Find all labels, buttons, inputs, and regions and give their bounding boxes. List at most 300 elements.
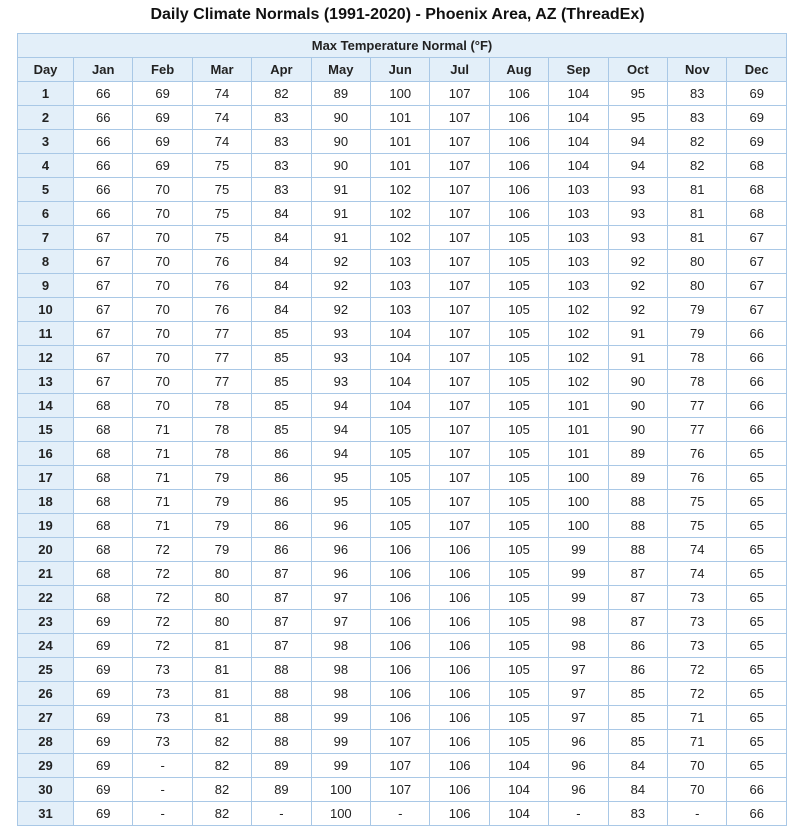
temperature-cell: 88 — [608, 538, 667, 562]
temperature-cell: 70 — [133, 394, 192, 418]
temperature-cell: 93 — [311, 322, 370, 346]
table-row — [18, 658, 787, 682]
temperature-cell: 89 — [608, 466, 667, 490]
temperature-cell: 70 — [133, 298, 192, 322]
temperature-cell: 96 — [549, 730, 608, 754]
column-header: Feb — [133, 58, 192, 82]
day-cell: 13 — [18, 370, 74, 394]
temperature-cell: 102 — [549, 346, 608, 370]
day-cell: 4 — [18, 154, 74, 178]
table-row — [18, 586, 787, 610]
temperature-cell: 70 — [668, 754, 727, 778]
temperature-cell: 104 — [489, 778, 548, 802]
temperature-cell: 75 — [192, 202, 251, 226]
table-row — [18, 250, 787, 274]
table-row — [18, 226, 787, 250]
temperature-cell: 66 — [74, 154, 133, 178]
temperature-cell: 106 — [371, 706, 430, 730]
temperature-cell: 106 — [371, 634, 430, 658]
temperature-cell: 81 — [192, 682, 251, 706]
temperature-cell: 72 — [133, 538, 192, 562]
temperature-cell: 92 — [608, 250, 667, 274]
temperature-cell: 74 — [192, 82, 251, 106]
day-cell: 5 — [18, 178, 74, 202]
table-row — [18, 466, 787, 490]
temperature-cell: 104 — [549, 82, 608, 106]
temperature-cell: 71 — [133, 514, 192, 538]
temperature-cell: 76 — [668, 442, 727, 466]
climate-normals-table — [17, 33, 787, 826]
temperature-cell: 69 — [74, 682, 133, 706]
temperature-cell: 79 — [192, 490, 251, 514]
table-row — [18, 394, 787, 418]
temperature-cell: 107 — [371, 778, 430, 802]
temperature-cell: 84 — [608, 754, 667, 778]
table-row — [18, 82, 787, 106]
temperature-cell: 70 — [133, 274, 192, 298]
temperature-cell: 69 — [727, 106, 787, 130]
temperature-cell: 73 — [668, 610, 727, 634]
temperature-cell: 67 — [74, 226, 133, 250]
temperature-cell: 101 — [549, 394, 608, 418]
temperature-cell: 91 — [311, 202, 370, 226]
temperature-cell: 79 — [192, 466, 251, 490]
temperature-cell: 81 — [192, 706, 251, 730]
temperature-cell: 84 — [608, 778, 667, 802]
temperature-cell: 79 — [192, 538, 251, 562]
temperature-cell: 67 — [727, 250, 787, 274]
temperature-cell: 71 — [668, 706, 727, 730]
temperature-cell: 82 — [252, 82, 311, 106]
temperature-cell: 68 — [74, 562, 133, 586]
temperature-cell: 70 — [133, 250, 192, 274]
column-header: Nov — [668, 58, 727, 82]
temperature-cell: 105 — [489, 370, 548, 394]
temperature-cell: 75 — [192, 178, 251, 202]
temperature-cell: 99 — [311, 754, 370, 778]
temperature-cell: 78 — [192, 418, 251, 442]
temperature-cell: 104 — [549, 154, 608, 178]
temperature-cell: 81 — [192, 634, 251, 658]
temperature-cell: 95 — [608, 82, 667, 106]
table-row — [18, 706, 787, 730]
temperature-cell: 100 — [549, 466, 608, 490]
temperature-cell: 69 — [74, 778, 133, 802]
temperature-cell: 104 — [549, 106, 608, 130]
temperature-cell: 97 — [549, 706, 608, 730]
temperature-cell: 67 — [74, 346, 133, 370]
temperature-cell: 71 — [133, 490, 192, 514]
temperature-cell: 67 — [727, 274, 787, 298]
temperature-cell: 70 — [668, 778, 727, 802]
temperature-cell: 93 — [311, 370, 370, 394]
temperature-cell: 67 — [727, 298, 787, 322]
temperature-cell: 106 — [371, 538, 430, 562]
temperature-cell: 103 — [371, 250, 430, 274]
temperature-cell: 105 — [489, 418, 548, 442]
temperature-cell: 65 — [727, 634, 787, 658]
temperature-cell: 69 — [133, 82, 192, 106]
column-header: Dec — [727, 58, 787, 82]
temperature-cell: 78 — [192, 394, 251, 418]
table-row — [18, 634, 787, 658]
temperature-cell: 69 — [133, 106, 192, 130]
temperature-cell: 84 — [252, 250, 311, 274]
table-row — [18, 610, 787, 634]
temperature-cell: 98 — [311, 634, 370, 658]
day-cell: 10 — [18, 298, 74, 322]
day-cell: 24 — [18, 634, 74, 658]
temperature-cell: 68 — [727, 154, 787, 178]
temperature-cell: 96 — [311, 514, 370, 538]
temperature-cell: 85 — [252, 370, 311, 394]
temperature-cell: 69 — [133, 130, 192, 154]
temperature-cell: 76 — [192, 250, 251, 274]
table-row — [18, 202, 787, 226]
temperature-cell: 83 — [252, 154, 311, 178]
temperature-cell: - — [252, 802, 311, 826]
temperature-cell: 90 — [311, 130, 370, 154]
temperature-cell: 89 — [252, 754, 311, 778]
temperature-cell: 105 — [489, 394, 548, 418]
temperature-cell: 88 — [252, 658, 311, 682]
temperature-cell: 99 — [549, 538, 608, 562]
temperature-cell: 106 — [430, 802, 489, 826]
temperature-cell: 85 — [252, 346, 311, 370]
temperature-cell: 67 — [74, 322, 133, 346]
temperature-cell: 65 — [727, 514, 787, 538]
temperature-cell: 68 — [727, 202, 787, 226]
temperature-cell: 68 — [74, 418, 133, 442]
temperature-cell: 106 — [489, 130, 548, 154]
temperature-cell: 66 — [74, 106, 133, 130]
temperature-cell: 77 — [668, 394, 727, 418]
temperature-cell: 107 — [430, 466, 489, 490]
temperature-cell: 77 — [192, 370, 251, 394]
temperature-cell: 67 — [74, 370, 133, 394]
temperature-cell: 102 — [549, 370, 608, 394]
temperature-cell: 105 — [371, 442, 430, 466]
table-row — [18, 154, 787, 178]
temperature-cell: 104 — [371, 322, 430, 346]
temperature-cell: 105 — [489, 562, 548, 586]
temperature-cell: 96 — [311, 538, 370, 562]
column-header: May — [311, 58, 370, 82]
temperature-cell: 84 — [252, 202, 311, 226]
temperature-cell: 80 — [668, 274, 727, 298]
temperature-cell: 106 — [371, 658, 430, 682]
temperature-cell: 91 — [608, 322, 667, 346]
temperature-cell: 66 — [74, 178, 133, 202]
temperature-cell: 71 — [133, 418, 192, 442]
temperature-cell: 107 — [430, 178, 489, 202]
day-cell: 1 — [18, 82, 74, 106]
temperature-cell: 69 — [133, 154, 192, 178]
table-row — [18, 730, 787, 754]
temperature-cell: 96 — [549, 754, 608, 778]
temperature-cell: 80 — [192, 586, 251, 610]
temperature-cell: 107 — [430, 346, 489, 370]
temperature-cell: 65 — [727, 730, 787, 754]
temperature-cell: 105 — [489, 634, 548, 658]
temperature-cell: 107 — [430, 106, 489, 130]
day-cell: 20 — [18, 538, 74, 562]
table-body — [18, 82, 787, 826]
temperature-cell: 97 — [549, 682, 608, 706]
temperature-cell: 105 — [489, 298, 548, 322]
temperature-cell: 106 — [371, 682, 430, 706]
temperature-cell: 83 — [608, 802, 667, 826]
temperature-cell: 70 — [133, 346, 192, 370]
table-row — [18, 418, 787, 442]
temperature-cell: 68 — [74, 394, 133, 418]
temperature-cell: 105 — [371, 466, 430, 490]
temperature-cell: 75 — [668, 490, 727, 514]
table-row — [18, 178, 787, 202]
temperature-cell: 68 — [74, 490, 133, 514]
temperature-cell: 107 — [430, 490, 489, 514]
temperature-cell: 99 — [311, 706, 370, 730]
temperature-cell: 83 — [668, 82, 727, 106]
temperature-cell: 99 — [549, 562, 608, 586]
temperature-cell: 102 — [371, 202, 430, 226]
temperature-cell: 92 — [608, 298, 667, 322]
temperature-cell: 74 — [668, 538, 727, 562]
temperature-cell: 91 — [608, 346, 667, 370]
temperature-cell: 104 — [371, 346, 430, 370]
table-row — [18, 562, 787, 586]
temperature-cell: 86 — [252, 538, 311, 562]
temperature-cell: 68 — [74, 514, 133, 538]
temperature-cell: 88 — [252, 682, 311, 706]
temperature-cell: 87 — [608, 562, 667, 586]
temperature-cell: 84 — [252, 274, 311, 298]
temperature-cell: 69 — [727, 130, 787, 154]
temperature-cell: - — [371, 802, 430, 826]
temperature-cell: 107 — [430, 226, 489, 250]
temperature-cell: 105 — [489, 538, 548, 562]
temperature-cell: 67 — [74, 274, 133, 298]
temperature-cell: 75 — [192, 154, 251, 178]
temperature-cell: 107 — [371, 730, 430, 754]
temperature-cell: 82 — [668, 154, 727, 178]
temperature-cell: 78 — [668, 370, 727, 394]
temperature-cell: 73 — [133, 658, 192, 682]
temperature-cell: 66 — [727, 394, 787, 418]
temperature-cell: 93 — [311, 346, 370, 370]
temperature-cell: 105 — [489, 730, 548, 754]
temperature-cell: 98 — [311, 682, 370, 706]
temperature-cell: 69 — [74, 754, 133, 778]
temperature-cell: 87 — [252, 562, 311, 586]
temperature-cell: 88 — [252, 706, 311, 730]
temperature-cell: 106 — [430, 682, 489, 706]
temperature-cell: 94 — [311, 418, 370, 442]
temperature-cell: 103 — [371, 274, 430, 298]
temperature-cell: 91 — [311, 178, 370, 202]
temperature-cell: - — [668, 802, 727, 826]
day-cell: 3 — [18, 130, 74, 154]
temperature-cell: 68 — [74, 466, 133, 490]
temperature-cell: 66 — [727, 778, 787, 802]
temperature-cell: 71 — [133, 466, 192, 490]
temperature-cell: 92 — [311, 274, 370, 298]
day-cell: 23 — [18, 610, 74, 634]
temperature-cell: 78 — [192, 442, 251, 466]
temperature-cell: 66 — [727, 802, 787, 826]
table-row — [18, 274, 787, 298]
temperature-cell: 73 — [133, 730, 192, 754]
temperature-cell: 84 — [252, 298, 311, 322]
day-cell: 31 — [18, 802, 74, 826]
temperature-cell: 66 — [727, 418, 787, 442]
temperature-cell: 65 — [727, 682, 787, 706]
temperature-cell: 104 — [549, 130, 608, 154]
temperature-cell: 105 — [489, 490, 548, 514]
temperature-cell: 100 — [311, 778, 370, 802]
temperature-cell: 76 — [192, 298, 251, 322]
day-cell: 26 — [18, 682, 74, 706]
table-row — [18, 802, 787, 826]
temperature-cell: 107 — [430, 298, 489, 322]
temperature-cell: 104 — [489, 754, 548, 778]
temperature-cell: 88 — [608, 490, 667, 514]
temperature-cell: 71 — [133, 442, 192, 466]
temperature-cell: 65 — [727, 586, 787, 610]
temperature-cell: 72 — [668, 658, 727, 682]
temperature-cell: 75 — [668, 514, 727, 538]
temperature-cell: 103 — [371, 298, 430, 322]
temperature-cell: 103 — [549, 250, 608, 274]
temperature-cell: 85 — [608, 682, 667, 706]
temperature-cell: 67 — [74, 250, 133, 274]
temperature-cell: 82 — [192, 754, 251, 778]
temperature-cell: 107 — [430, 442, 489, 466]
temperature-cell: 82 — [192, 802, 251, 826]
temperature-cell: 106 — [430, 610, 489, 634]
temperature-cell: 106 — [371, 586, 430, 610]
temperature-cell: 102 — [549, 298, 608, 322]
temperature-cell: 90 — [608, 418, 667, 442]
temperature-cell: 89 — [608, 442, 667, 466]
temperature-cell: 93 — [608, 226, 667, 250]
temperature-cell: 73 — [133, 706, 192, 730]
temperature-cell: 102 — [549, 322, 608, 346]
temperature-cell: 66 — [727, 370, 787, 394]
temperature-cell: 106 — [371, 610, 430, 634]
day-cell: 17 — [18, 466, 74, 490]
temperature-cell: 98 — [311, 658, 370, 682]
temperature-cell: 65 — [727, 538, 787, 562]
temperature-cell: 67 — [727, 226, 787, 250]
temperature-cell: 76 — [668, 466, 727, 490]
temperature-cell: 107 — [430, 370, 489, 394]
temperature-cell: - — [549, 802, 608, 826]
temperature-cell: 105 — [371, 418, 430, 442]
temperature-cell: 106 — [371, 562, 430, 586]
column-header: Aug — [489, 58, 548, 82]
temperature-cell: 106 — [430, 730, 489, 754]
temperature-cell: 106 — [430, 538, 489, 562]
day-cell: 29 — [18, 754, 74, 778]
table-row — [18, 298, 787, 322]
temperature-cell: 80 — [192, 610, 251, 634]
temperature-cell: 104 — [371, 370, 430, 394]
temperature-cell: 94 — [311, 394, 370, 418]
day-cell: 21 — [18, 562, 74, 586]
temperature-cell: 65 — [727, 442, 787, 466]
day-cell: 11 — [18, 322, 74, 346]
table-row — [18, 754, 787, 778]
temperature-cell: 95 — [311, 490, 370, 514]
temperature-cell: 106 — [430, 586, 489, 610]
temperature-cell: 107 — [430, 82, 489, 106]
temperature-cell: 86 — [608, 634, 667, 658]
temperature-cell: 66 — [74, 130, 133, 154]
day-cell: 30 — [18, 778, 74, 802]
temperature-cell: 107 — [430, 394, 489, 418]
temperature-cell: 89 — [252, 778, 311, 802]
temperature-cell: 100 — [371, 82, 430, 106]
column-header: Apr — [252, 58, 311, 82]
day-cell: 25 — [18, 658, 74, 682]
temperature-cell: 65 — [727, 490, 787, 514]
table-banner: Max Temperature Normal (°F) — [18, 34, 787, 58]
temperature-cell: 86 — [252, 442, 311, 466]
temperature-cell: 105 — [489, 610, 548, 634]
temperature-cell: 105 — [489, 346, 548, 370]
table-row — [18, 442, 787, 466]
temperature-cell: 69 — [74, 634, 133, 658]
temperature-cell: 68 — [74, 538, 133, 562]
temperature-cell: 78 — [668, 346, 727, 370]
temperature-cell: 105 — [489, 658, 548, 682]
temperature-cell: 98 — [549, 610, 608, 634]
temperature-cell: 107 — [430, 418, 489, 442]
day-cell: 6 — [18, 202, 74, 226]
temperature-cell: 107 — [430, 154, 489, 178]
temperature-cell: 103 — [549, 178, 608, 202]
temperature-cell: 83 — [252, 106, 311, 130]
temperature-cell: 105 — [489, 226, 548, 250]
temperature-cell: 67 — [74, 298, 133, 322]
table-row — [18, 682, 787, 706]
temperature-cell: 68 — [74, 442, 133, 466]
temperature-cell: 70 — [133, 322, 192, 346]
temperature-cell: 92 — [311, 250, 370, 274]
temperature-cell: 65 — [727, 562, 787, 586]
temperature-cell: 105 — [371, 490, 430, 514]
temperature-cell: 75 — [192, 226, 251, 250]
temperature-cell: 86 — [252, 466, 311, 490]
temperature-cell: 74 — [192, 106, 251, 130]
table-row — [18, 514, 787, 538]
temperature-cell: 82 — [668, 130, 727, 154]
temperature-cell: 87 — [252, 586, 311, 610]
temperature-cell: 71 — [668, 730, 727, 754]
temperature-cell: 65 — [727, 754, 787, 778]
temperature-cell: 96 — [311, 562, 370, 586]
table-row — [18, 778, 787, 802]
day-cell: 18 — [18, 490, 74, 514]
temperature-cell: 106 — [489, 202, 548, 226]
temperature-cell: 105 — [489, 466, 548, 490]
temperature-cell: 107 — [430, 514, 489, 538]
table-row — [18, 130, 787, 154]
temperature-cell: 94 — [608, 154, 667, 178]
table-row — [18, 538, 787, 562]
temperature-cell: 105 — [489, 250, 548, 274]
